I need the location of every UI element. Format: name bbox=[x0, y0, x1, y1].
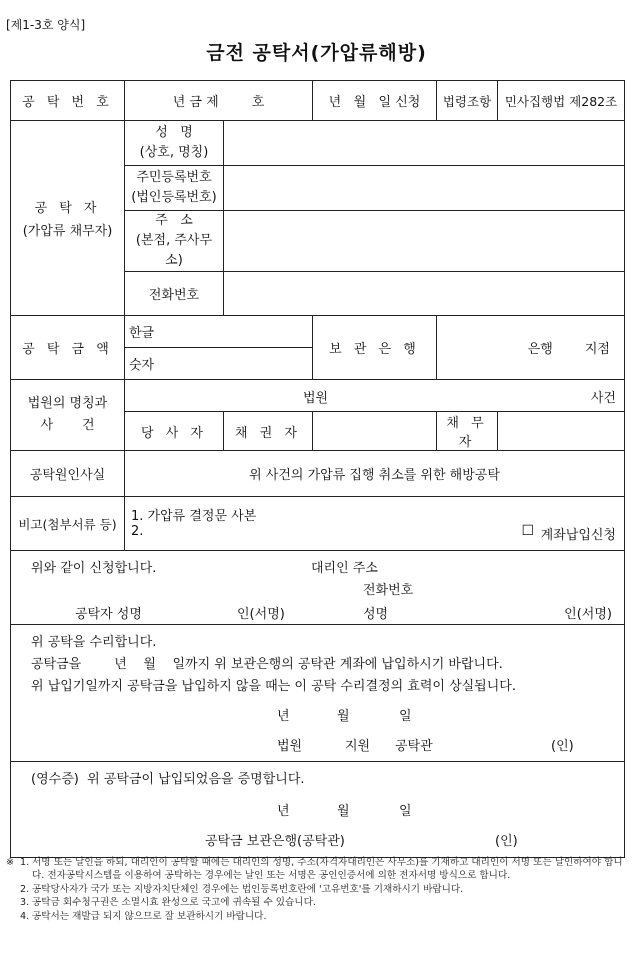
application-section bbox=[11, 551, 625, 625]
depositor-address-field[interactable] bbox=[224, 211, 625, 272]
depositor-name-label: 공탁자 성명 bbox=[75, 606, 142, 622]
address-label-cell bbox=[125, 211, 224, 272]
party-label: 당 사 자 bbox=[125, 412, 224, 451]
branch-word: 지점 bbox=[584, 342, 610, 357]
amount-korean-label: 한글 bbox=[129, 326, 155, 341]
acceptance-line-1: 위 공탁을 수리합니다. bbox=[31, 634, 157, 650]
note-number: 1. bbox=[20, 857, 30, 868]
acceptance-line-2: 공탁금을 년 월 일까지 위 보관은행의 공탁관 계좌에 납입하시기 바랍니다. bbox=[31, 656, 503, 672]
depositor-name-field[interactable] bbox=[224, 121, 625, 166]
name-label: 성 명 bbox=[155, 125, 193, 140]
application-text: 위와 같이 신청합니다. bbox=[31, 560, 157, 576]
phone-label: 전화번호 bbox=[125, 272, 224, 316]
receipt-text: (영수증) 위 공탁금이 납입되었음을 증명합니다. bbox=[31, 771, 305, 787]
depositor-label-cell bbox=[11, 121, 125, 316]
note-text: 공탁서는 재발급 되지 않으므로 잘 보관하시기 바랍니다. bbox=[32, 910, 267, 922]
case-word: 사건 bbox=[590, 390, 616, 406]
law-label: 법령조항 bbox=[437, 81, 498, 121]
deposit-number-row bbox=[11, 81, 625, 121]
receipt-section bbox=[11, 762, 625, 858]
remarks-label: 비고(첨부서류 등) bbox=[11, 497, 125, 551]
agent-phone-label: 전화번호 bbox=[363, 582, 414, 598]
acceptance-branch: 지원 bbox=[345, 738, 371, 754]
court-label-line2: 사 건 bbox=[40, 418, 95, 433]
application-date-field[interactable]: 년 월 일 신청 bbox=[313, 81, 437, 121]
receipt-month: 월 bbox=[337, 803, 350, 819]
cause-text: 위 사건의 가압류 집행 취소를 위한 해방공탁 bbox=[125, 451, 625, 497]
bank-label: 보 관 은 행 bbox=[313, 316, 437, 380]
debtor-label: 채 무 자 bbox=[437, 412, 498, 451]
note-number: 4. bbox=[20, 910, 30, 922]
note-number: 2. bbox=[20, 883, 30, 895]
remarks-item-1: 1. 가압류 결정문 사본 bbox=[131, 508, 257, 524]
amount-label: 공 탁 금 액 bbox=[11, 316, 125, 380]
account-payment-checkbox[interactable]: ☐ bbox=[521, 522, 534, 539]
form-number: [제1-3호 양식] bbox=[6, 18, 86, 32]
cause-label: 공탁원인사실 bbox=[11, 451, 125, 497]
acceptance-section bbox=[11, 625, 625, 762]
agent-name-label: 성명 bbox=[363, 606, 389, 622]
deposit-form-table bbox=[10, 80, 625, 858]
court-label-line1: 법원의 명칭과 bbox=[27, 396, 108, 411]
receipt-bank: 공탁금 보관은행(공탁관) bbox=[205, 833, 345, 849]
deposit-case-number-field[interactable]: 년 금 제 호 bbox=[125, 81, 313, 121]
acceptance-court: 법원 bbox=[277, 738, 303, 754]
debtor-field[interactable] bbox=[498, 412, 625, 451]
bank-field[interactable] bbox=[437, 316, 625, 380]
id-label-cell bbox=[125, 166, 224, 211]
note-item-4 bbox=[6, 910, 626, 923]
depositor-label: 공 탁 자 bbox=[34, 201, 101, 216]
note-number: 3. bbox=[20, 897, 30, 909]
account-payment-label: 계좌납입신청 bbox=[540, 527, 616, 543]
law-value: 민사집행법 제282조 bbox=[498, 81, 625, 121]
depositor-phone-field[interactable] bbox=[224, 272, 625, 316]
depositor-sublabel: (가압류 채무자) bbox=[22, 224, 113, 239]
amount-numeric-label: 숫자 bbox=[129, 358, 155, 373]
depositor-id-field[interactable] bbox=[224, 166, 625, 211]
note-text: 공탁금 회수청구권은 소멸시효 완성으로 국고에 귀속될 수 있습니다. bbox=[32, 897, 316, 909]
amount-numeric-field[interactable] bbox=[125, 348, 313, 380]
note-item-2 bbox=[6, 883, 626, 896]
remarks-field[interactable] bbox=[125, 497, 625, 551]
court-label-cell bbox=[11, 380, 125, 451]
note-item-1 bbox=[6, 856, 626, 883]
receipt-day: 일 bbox=[399, 803, 412, 819]
court-name-field[interactable] bbox=[125, 380, 625, 412]
bank-word: 은행 bbox=[527, 342, 553, 357]
note-item-3 bbox=[6, 896, 626, 909]
creditor-label: 채 권 자 bbox=[224, 412, 313, 451]
depositor-seal[interactable]: 인(서명) bbox=[237, 606, 285, 622]
form-title: 금전 공탁서(가압류해방) bbox=[206, 42, 427, 64]
name-label-cell bbox=[125, 121, 224, 166]
notes-mark: ※ bbox=[6, 857, 15, 868]
id-label: 주민등록번호 bbox=[136, 170, 212, 185]
acceptance-year: 년 bbox=[277, 708, 290, 724]
name-sublabel: (상호, 명칭) bbox=[139, 145, 209, 160]
acceptance-month: 월 bbox=[337, 708, 350, 724]
note-text: 공탁당사자가 국가 또는 지방자치단체인 경우에는 법인등록번호란에 '고유번호'를 기재하시기 바랍니다. bbox=[32, 883, 464, 895]
creditor-field[interactable] bbox=[313, 412, 437, 451]
acceptance-day: 일 bbox=[399, 708, 412, 724]
id-sublabel: (법인등록번호) bbox=[131, 190, 217, 205]
notes-section bbox=[6, 856, 626, 923]
receipt-year: 년 bbox=[277, 803, 290, 819]
acceptance-officer: 공탁관 bbox=[395, 738, 433, 754]
note-text: 서명 또는 날인을 하되, 대리인이 공탁할 때에는 대리인의 성명, 주소(자격자대리인은 사무소)를 기재하고 대리인이 서명 또는 날인하여야 합니다. 전자공탁시스템을 이용하여 공탁하는 경우에는 날인 또는 서명은 공인인증서에 의한 전자서명 방식으로 합니다. bbox=[32, 857, 623, 882]
agent-seal[interactable]: 인(서명) bbox=[564, 606, 612, 622]
address-label: 주 소 bbox=[155, 213, 193, 228]
acceptance-line-3: 위 납입기일까지 공탁금을 납입하지 않을 때는 이 공탁 수리결정의 효력이 상실됩니다. bbox=[31, 678, 516, 694]
remarks-item-2: 2. bbox=[131, 523, 144, 539]
acceptance-seal[interactable]: (인) bbox=[551, 738, 574, 754]
agent-address-label: 대리인 주소 bbox=[311, 560, 378, 576]
address-sublabel: (본점, 주사무소) bbox=[135, 233, 213, 268]
deposit-number-label: 공 탁 번 호 bbox=[11, 81, 125, 121]
court-word: 법원 bbox=[303, 390, 329, 406]
amount-korean-field[interactable] bbox=[125, 316, 313, 348]
receipt-seal[interactable]: (인) bbox=[495, 833, 518, 849]
